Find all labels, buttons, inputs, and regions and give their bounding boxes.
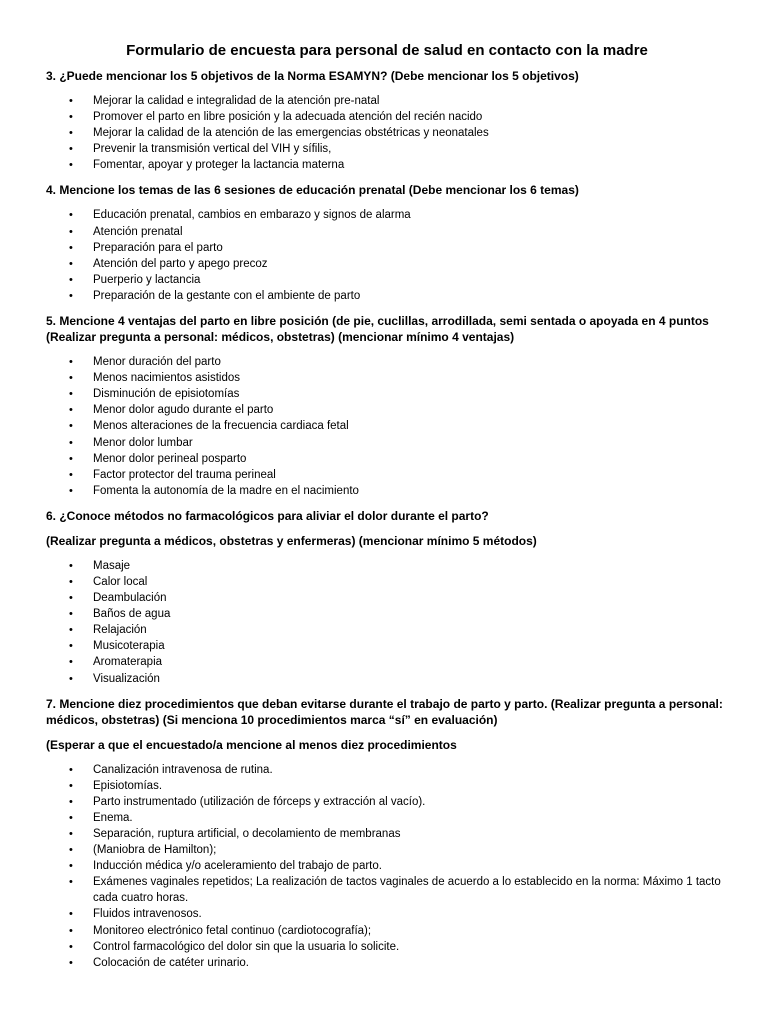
question-heading: 4. Mencione los temas de las 6 sesiones de educación prenatal (Debe mencionar los 6 temas) <box>46 183 579 198</box>
list-item-text: Preparación para el parto <box>93 241 223 254</box>
list-item-text: Relajación <box>93 624 147 637</box>
question-heading: 3. ¿Puede mencionar los 5 objetivos de la Norma ESAMYN? (Debe mencionar los 5 objetivos) <box>46 69 579 83</box>
bullet-icon: • <box>69 640 73 653</box>
list-item-text: Mejorar la calidad e integralidad de la atención pre-natal <box>93 95 380 107</box>
list-item <box>46 622 728 638</box>
list-item <box>46 109 728 125</box>
list-item-text: Enema. <box>93 811 133 824</box>
question-list <box>46 68 728 971</box>
bullet-icon: • <box>69 484 73 497</box>
list-item-text: Menor dolor perineal posparto <box>93 452 247 465</box>
bullet-icon: • <box>69 143 73 156</box>
list-item-text: (Maniobra de Hamilton); <box>93 844 217 857</box>
list-item <box>46 224 728 240</box>
bullet-icon: • <box>69 436 73 449</box>
bullet-icon: • <box>69 592 73 605</box>
answer-list <box>46 558 728 687</box>
bullet-icon: • <box>69 273 73 286</box>
answer-list <box>46 207 728 304</box>
bullet-icon: • <box>69 624 73 637</box>
answer-list <box>46 762 728 971</box>
list-item <box>46 558 728 574</box>
bullet-icon: • <box>69 656 73 669</box>
question-instruction: (Realizar pregunta a médicos, obstetras y enfermeras) (mencionar mínimo 5 métodos) <box>46 533 537 548</box>
list-item-text: Menor dolor lumbar <box>93 436 193 449</box>
bullet-icon: • <box>69 420 73 433</box>
list-item <box>46 654 728 670</box>
list-item <box>46 939 728 955</box>
list-item <box>46 874 728 906</box>
list-item <box>46 93 728 109</box>
list-item <box>46 858 728 874</box>
list-item <box>46 157 728 173</box>
list-item <box>46 240 728 256</box>
list-item <box>46 370 728 386</box>
bullet-icon: • <box>69 209 73 222</box>
bullet-icon: • <box>69 844 73 857</box>
bullet-icon: • <box>69 924 73 937</box>
list-item-text: Disminución de episiotomías <box>93 388 240 401</box>
list-item-text: Preparación de la gestante con el ambiente de parto <box>93 289 361 302</box>
list-item-text: Fomentar, apoyar y proteger la lactancia materna <box>93 159 345 172</box>
list-item <box>46 671 728 687</box>
list-item-text: Puerperio y lactancia <box>93 273 201 286</box>
question-section <box>46 313 728 499</box>
list-item <box>46 256 728 272</box>
question-section <box>46 68 728 173</box>
list-item-text: Monitoreo electrónico fetal continuo (cardiotocografía); <box>93 924 372 937</box>
list-item <box>46 141 728 157</box>
list-item <box>46 842 728 858</box>
list-item <box>46 590 728 606</box>
bullet-icon: • <box>69 356 73 369</box>
list-item <box>46 451 728 467</box>
bullet-icon: • <box>69 876 73 889</box>
question-heading: 7. Mencione diez procedimientos que deban evitarse durante el trabajo de parto y parto. (Realizar pregunta a personal: médicos, obstetras) (Si menciona 10 procedimientos marca “sí” en evaluación) <box>46 696 723 727</box>
list-item-text: Baños de agua <box>93 608 171 621</box>
list-item-text: Menos nacimientos asistidos <box>93 372 241 385</box>
list-item <box>46 435 728 451</box>
question-heading: 5. Mencione 4 ventajas del parto en libre posición (de pie, cuclillas, arrodillada, semi sentada o apoyada en 4 puntos (Realizar pregunta a personal: médicos, obstetras) (mencionar mínimo 4 ventajas) <box>46 314 709 345</box>
question-section <box>46 696 728 971</box>
question-section <box>46 508 728 687</box>
list-item <box>46 906 728 922</box>
bullet-icon: • <box>69 940 73 953</box>
bullet-icon: • <box>69 672 73 685</box>
bullet-icon: • <box>69 956 73 969</box>
bullet-icon: • <box>69 608 73 621</box>
list-item-text: Prevenir la transmisión vertical del VIH y sífilis, <box>93 143 332 156</box>
list-item-text: Menos alteraciones de la frecuencia cardiaca fetal <box>93 420 349 433</box>
bullet-icon: • <box>69 575 73 588</box>
list-item-text: Episiotomías. <box>93 779 163 792</box>
bullet-icon: • <box>69 404 73 417</box>
bullet-icon: • <box>69 127 73 140</box>
list-item-text: Atención del parto y apego precoz <box>93 257 268 270</box>
list-item-text: Musicoterapia <box>93 640 165 653</box>
answer-list <box>46 93 728 173</box>
list-item <box>46 288 728 304</box>
bullet-icon: • <box>69 241 73 254</box>
list-item-text: Parto instrumentado (utilización de fórceps y extracción al vacío). <box>93 795 426 808</box>
bullet-icon: • <box>69 763 73 776</box>
bullet-icon: • <box>69 225 73 238</box>
list-item <box>46 638 728 654</box>
list-item-text: Educación prenatal, cambios en embarazo y signos de alarma <box>93 209 411 222</box>
list-item <box>46 467 728 483</box>
bullet-icon: • <box>69 372 73 385</box>
list-item <box>46 794 728 810</box>
list-item-text: Mejorar la calidad de la atención de las emergencias obstétricas y neonatales <box>93 127 489 140</box>
list-item-text: Masaje <box>93 559 131 572</box>
list-item-text: Atención prenatal <box>93 225 183 238</box>
list-item <box>46 778 728 794</box>
bullet-icon: • <box>69 811 73 824</box>
list-item-text: Fomenta la autonomía de la madre en el nacimiento <box>93 484 359 497</box>
bullet-icon: • <box>69 779 73 792</box>
list-item <box>46 810 728 826</box>
answer-list <box>46 354 728 499</box>
list-item <box>46 125 728 141</box>
list-item-text: Calor local <box>93 575 148 588</box>
list-item <box>46 207 728 223</box>
list-item-text: Aromaterapia <box>93 656 163 669</box>
list-item-text: Exámenes vaginales repetidos; La realización de tactos vaginales de acuerdo a lo establecido en la norma: Máximo 1 tacto cada cuatro horas. <box>93 876 721 905</box>
list-item <box>46 483 728 499</box>
question-instruction: (Esperar a que el encuestado/a mencione al menos diez procedimientos <box>46 737 457 752</box>
question-heading: 6. ¿Conoce métodos no farmacológicos para aliviar el dolor durante el parto? <box>46 508 489 523</box>
list-item <box>46 923 728 939</box>
list-item <box>46 762 728 778</box>
list-item <box>46 354 728 370</box>
list-item-text: Menor duración del parto <box>93 356 221 369</box>
list-item <box>46 386 728 402</box>
list-item <box>46 418 728 434</box>
bullet-icon: • <box>69 559 73 572</box>
bullet-icon: • <box>69 452 73 465</box>
bullet-icon: • <box>69 257 73 270</box>
page-title: Formulario de encuesta para personal de salud en contacto con la madre <box>126 42 648 59</box>
list-item-text: Colocación de catéter urinario. <box>93 956 249 969</box>
bullet-icon: • <box>69 828 73 840</box>
bullet-icon: • <box>69 860 73 873</box>
list-item <box>46 272 728 288</box>
bullet-icon: • <box>69 388 73 401</box>
bullet-icon: • <box>69 95 73 107</box>
bullet-icon: • <box>69 795 73 808</box>
list-item <box>46 955 728 971</box>
bullet-icon: • <box>69 289 73 302</box>
list-item <box>46 574 728 590</box>
list-item-text: Visualización <box>93 672 160 685</box>
list-item <box>46 606 728 622</box>
list-item-text: Factor protector del trauma perineal <box>93 468 276 481</box>
list-item-text: Separación, ruptura artificial, o decolamiento de membranas <box>93 828 401 840</box>
list-item-text: Canalización intravenosa de rutina. <box>93 763 273 776</box>
bullet-icon: • <box>69 468 73 481</box>
list-item-text: Deambulación <box>93 592 167 605</box>
list-item-text: Fluidos intravenosos. <box>93 908 202 921</box>
bullet-icon: • <box>69 111 73 124</box>
list-item <box>46 402 728 418</box>
bullet-icon: • <box>69 908 73 921</box>
list-item <box>46 826 728 842</box>
question-section <box>46 182 728 304</box>
list-item-text: Promover el parto en libre posición y la adecuada atención del recién nacido <box>93 111 483 124</box>
list-item-text: Menor dolor agudo durante el parto <box>93 404 274 417</box>
list-item-text: Inducción médica y/o aceleramiento del trabajo de parto. <box>93 860 382 873</box>
list-item-text: Control farmacológico del dolor sin que la usuaria lo solicite. <box>93 940 400 953</box>
bullet-icon: • <box>69 159 73 172</box>
